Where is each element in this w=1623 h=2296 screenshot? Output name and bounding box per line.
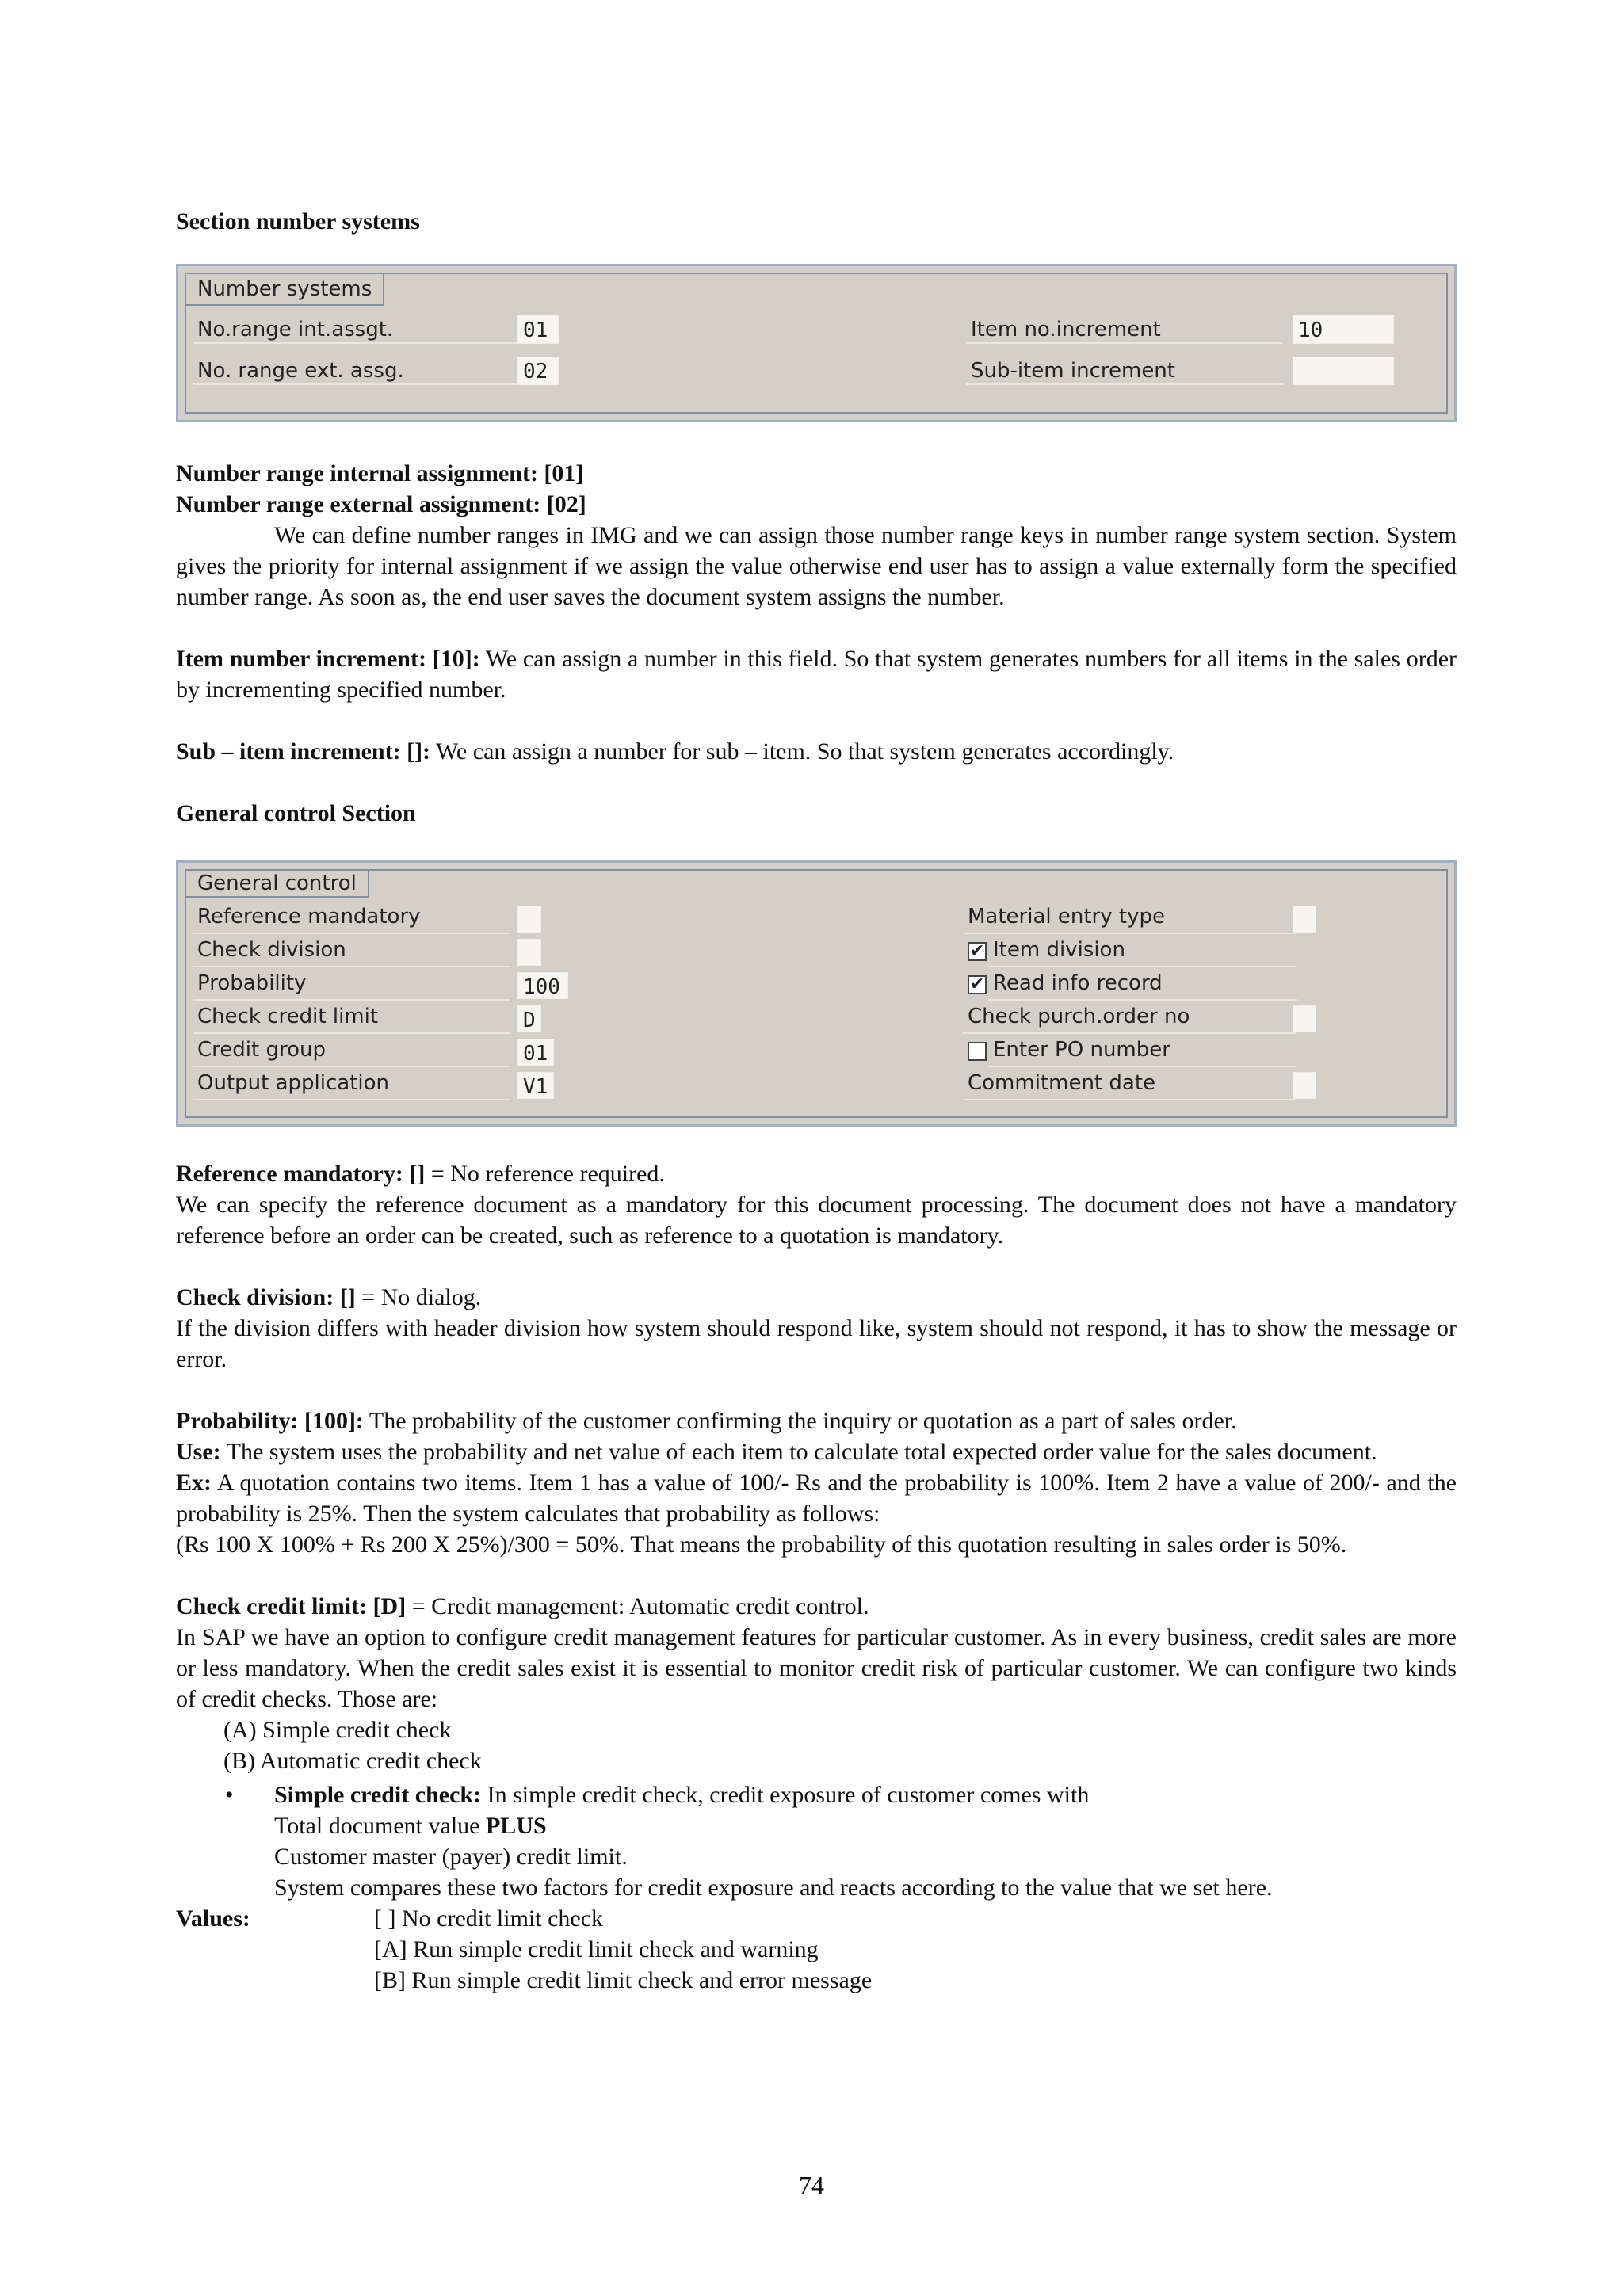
credit-check-list — [176, 1714, 1457, 1776]
page-number: 74 — [799, 2171, 824, 2199]
bullet-l2a: Total document value — [274, 1813, 486, 1839]
bullet-text: In simple credit check, credit exposure of customer comes with — [481, 1782, 1090, 1808]
bullet-icon: • — [225, 1782, 234, 1808]
check-credit-limit-field[interactable]: D — [517, 1005, 541, 1032]
document-page — [176, 206, 1457, 1996]
value-option: [B] Run simple credit limit check and error message — [374, 1967, 873, 1993]
no-range-int-label: No.range int.assgt. — [193, 315, 532, 344]
item-division-label: Item division — [988, 936, 1297, 967]
reference-paragraph: We can specify the reference document as a mandatory for this document processing. The document does not have a mandatory reference before an order can be created, such as reference to a quotation is mandatory. — [176, 1192, 1457, 1249]
credit-paragraph: In SAP we have an option to configure credit management features for particular customer. As in every business, credit sales are more or less mandatory. When the credit sales exist it is essential to monitor credit risk of particular customer. We can configure two kinds of credit checks. Those are: — [176, 1624, 1457, 1712]
list-item: (B) Automatic credit check — [223, 1748, 482, 1774]
enter-po-number-label: Enter PO number — [988, 1035, 1297, 1067]
div-value: = No dialog. — [355, 1284, 482, 1310]
probability-field[interactable]: 100 — [517, 972, 568, 999]
use-label: Use: — [176, 1439, 221, 1465]
prob-label: Probability: [100]: — [176, 1408, 364, 1434]
item-increment-label: Item number increment: [10]: — [176, 646, 480, 672]
check-division-label: Check division — [193, 936, 510, 967]
sub-increment-text: We can assign a number for sub – item. So that system generates accordingly. — [430, 738, 1174, 765]
material-entry-type-label: Material entry type — [963, 902, 1296, 934]
div-label: Check division: [] — [176, 1284, 356, 1310]
material-entry-type-field[interactable] — [1293, 906, 1316, 933]
ccl-value: = Credit management: Automatic credit control. — [406, 1593, 869, 1619]
ref-label: Reference mandatory: [] — [176, 1161, 426, 1187]
ex-text: A quotation contains two items. Item 1 has a value of 100/- Rs and the probability is 100%. Item 2 have a value of 200/- and the probability is 25%. Then the system calculates that probability as follows: — [176, 1470, 1457, 1527]
ex-label: Ex: — [176, 1470, 212, 1496]
read-info-record-label: Read info record — [988, 969, 1297, 1001]
general-control-panel — [176, 860, 1457, 1127]
check-credit-limit-label: Check credit limit — [193, 1002, 510, 1034]
section-heading-number-systems: Section number systems — [176, 208, 420, 235]
probability-label: Probability — [193, 969, 510, 1001]
nr-paragraph: We can define number ranges in IMG and we can assign those number range keys in number range system section. System gives the priority for internal assignment if we assign the value otherwise end user has to assign a value externally form the specified number range. As soon as, the end user saves the document system assigns the number. — [176, 522, 1457, 610]
section-heading-general-control: General control Section — [176, 800, 416, 826]
check-credit-limit-heading — [176, 1591, 1457, 1622]
bullet-line-2 — [274, 1810, 1457, 1841]
commitment-date-label: Commitment date — [963, 1069, 1296, 1100]
value-option: [A] Run simple credit limit check and warning — [374, 1936, 819, 1962]
number-systems-panel — [176, 264, 1457, 422]
nr-external-heading: Number range external assignment: [02] — [176, 491, 586, 517]
values-block — [176, 1903, 1457, 1996]
bullet-l2b: PLUS — [485, 1813, 547, 1839]
check-division-field[interactable] — [517, 939, 541, 966]
bullet-line-1 — [274, 1779, 1457, 1810]
item-division-checkbox[interactable]: ✔ — [968, 942, 987, 961]
reference-mandatory-heading — [176, 1158, 1457, 1189]
reference-mandatory-field[interactable] — [517, 906, 541, 933]
item-no-increment-label: Item no.increment — [966, 315, 1283, 344]
prob-text: The probability of the customer confirming the inquiry or quotation as a part of sales order. — [363, 1408, 1237, 1434]
bullet-line-4: System compares these two factors for credit exposure and reacts according to the value that we set here. — [274, 1875, 1273, 1901]
item-increment-text: We can assign a number in this field. So that system generates numbers for all items in the sales order by incrementing specified number. — [176, 646, 1457, 703]
sub-item-increment-field[interactable] — [1293, 357, 1394, 385]
item-no-increment-field[interactable]: 10 — [1293, 315, 1394, 344]
enter-po-number-checkbox[interactable] — [968, 1042, 987, 1061]
number-systems-tab: Number systems — [186, 274, 384, 306]
simple-credit-bullet — [176, 1779, 1457, 1903]
check-purch-order-label: Check purch.order no — [963, 1002, 1296, 1034]
sub-item-increment-label: Sub-item increment — [966, 357, 1283, 385]
value-option: [ ] No credit limit check — [374, 1905, 604, 1932]
list-item: (A) Simple credit check — [223, 1717, 452, 1743]
values-label: Values: — [176, 1905, 250, 1932]
commitment-date-field[interactable] — [1293, 1072, 1316, 1099]
credit-group-label: Credit group — [193, 1035, 510, 1067]
ccl-label: Check credit limit: [D] — [176, 1593, 407, 1619]
sub-increment-paragraph — [176, 736, 1457, 767]
read-info-record-checkbox[interactable]: ✔ — [968, 975, 987, 994]
example-calculation: (Rs 100 X 100% + Rs 200 X 25%)/300 = 50%. That means the probability of this quotation resulting in sales order is 50%. — [176, 1531, 1347, 1558]
reference-mandatory-label: Reference mandatory — [193, 902, 510, 934]
item-increment-paragraph — [176, 643, 1457, 705]
output-application-field[interactable]: V1 — [517, 1072, 554, 1099]
ref-value: = No reference required. — [425, 1161, 665, 1187]
no-range-ext-label: No. range ext. assg. — [193, 357, 532, 385]
no-range-int-field[interactable]: 01 — [517, 315, 559, 344]
example-paragraph — [176, 1467, 1457, 1529]
use-paragraph — [176, 1436, 1457, 1467]
credit-group-field[interactable]: 01 — [517, 1039, 554, 1066]
check-division-heading — [176, 1282, 1457, 1313]
output-application-label: Output application — [193, 1069, 510, 1100]
no-range-ext-field[interactable]: 02 — [517, 357, 559, 385]
check-division-paragraph: If the division differs with header division how system should respond like, system should not respond, it has to show the message or error. — [176, 1315, 1457, 1372]
sub-increment-label: Sub – item increment: []: — [176, 738, 431, 765]
bullet-line-3: Customer master (payer) credit limit. — [274, 1844, 628, 1870]
check-purch-order-field[interactable] — [1293, 1005, 1316, 1032]
nr-internal-heading: Number range internal assignment: [01] — [176, 460, 584, 486]
probability-paragraph — [176, 1405, 1457, 1436]
use-text: The system uses the probability and net value of each item to calculate total expected order value for the sales document. — [220, 1439, 1377, 1465]
bullet-label: Simple credit check: — [274, 1782, 482, 1808]
general-control-tab: General control — [186, 871, 369, 898]
